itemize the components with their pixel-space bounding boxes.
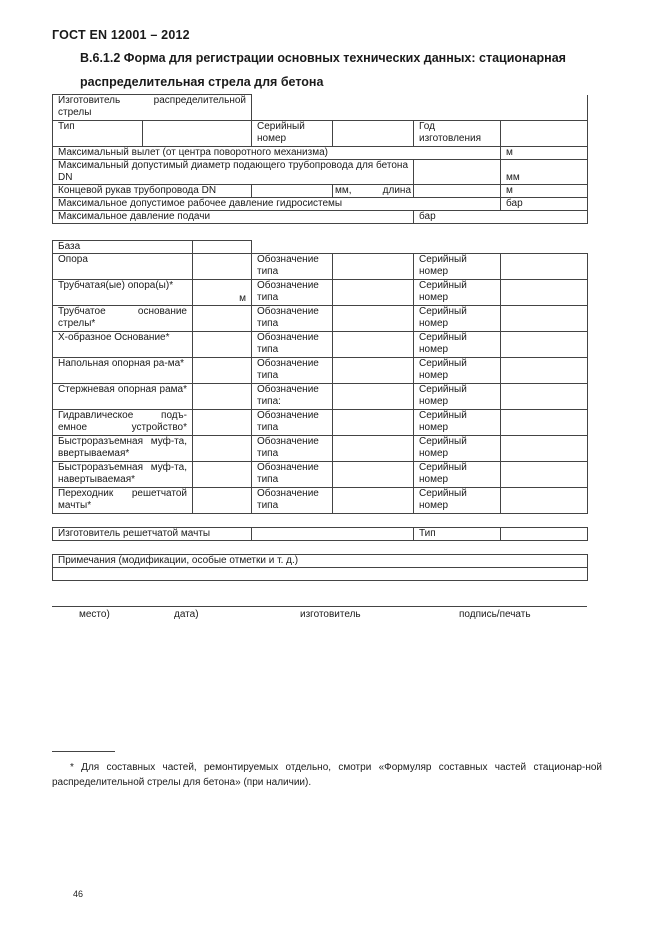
serial-number-value[interactable]	[333, 121, 414, 147]
serial-number-value[interactable]	[501, 280, 588, 306]
footnote-divider	[52, 751, 115, 752]
type-designation-label: Обозначение типа	[252, 462, 333, 488]
serial-number-label: Серийный номер	[414, 436, 501, 462]
base-row-label: Х-образное Основание*	[53, 332, 193, 358]
end-hose-dn-value[interactable]	[252, 185, 333, 198]
serial-number-value[interactable]	[501, 436, 588, 462]
serial-number-value[interactable]	[501, 462, 588, 488]
base-row-value[interactable]	[193, 384, 252, 410]
type-designation-label: Обозначение типа	[252, 332, 333, 358]
type-designation-value[interactable]	[333, 254, 414, 280]
end-hose-length-label: длина	[382, 185, 412, 196]
mast-manufacturer-label: Изготовитель решетчатой мачты	[53, 528, 252, 541]
serial-number-label: Серийный номер	[414, 358, 501, 384]
mast-manufacturer-value[interactable]	[252, 528, 414, 541]
type-designation-label: Обозначение типа	[252, 436, 333, 462]
serial-number-value[interactable]	[501, 358, 588, 384]
base-value[interactable]	[193, 241, 252, 254]
mast-manufacturer-table	[52, 527, 588, 541]
type-designation-label: Обозначение типа	[252, 306, 333, 332]
notes-value[interactable]	[53, 568, 588, 581]
type-value[interactable]	[143, 121, 252, 147]
max-reach-label: Максимальный вылет (от центра поворотного механизма)	[53, 147, 501, 160]
main-data-table	[52, 94, 588, 224]
type-designation-label: Обозначение типа	[252, 280, 333, 306]
type-designation-label: Обозначение типа	[252, 488, 333, 514]
serial-number-label: Серийный номер	[414, 254, 501, 280]
signature-line	[52, 606, 587, 620]
base-row-label: Трубчатая(ые) опора(ы)*	[53, 280, 193, 306]
serial-number-value[interactable]	[501, 410, 588, 436]
base-row-value[interactable]	[193, 332, 252, 358]
serial-number-label: Серийный номер	[414, 384, 501, 410]
footnote: * Для составных частей, ремонтируемых отдельно, смотри «Формуляр составных частей стационар-ной распределительной стрелы для бетона» (при наличии).	[52, 762, 602, 788]
mast-type-value[interactable]	[501, 528, 588, 541]
serial-number-label: Серийный номер	[414, 410, 501, 436]
signer-label: изготовитель	[300, 609, 361, 620]
base-row-label: Напольная опорная ра-ма*	[53, 358, 193, 384]
serial-number-label: Серийный номер	[414, 280, 501, 306]
serial-number-value[interactable]	[501, 384, 588, 410]
standard-header: ГОСТ EN 12001 – 2012	[52, 28, 190, 42]
type-designation-label: Обозначение типа	[252, 254, 333, 280]
type-designation-label: Обозначение типа	[252, 410, 333, 436]
base-row-label: Гидравлическое подъ-емное устройство*	[53, 410, 193, 436]
base-row-value[interactable]	[193, 410, 252, 436]
base-row-label: Стержневая опорная рама*	[53, 384, 193, 410]
type-designation-value[interactable]	[333, 332, 414, 358]
page-number: 46	[73, 889, 84, 899]
boom-manufacturer-value-end[interactable]	[501, 95, 588, 121]
base-row-value[interactable]	[193, 488, 252, 514]
type-label: Тип	[53, 121, 143, 147]
place-label: место)	[79, 609, 110, 620]
type-designation-value[interactable]	[333, 436, 414, 462]
sign-stamp-label: подпись/печать	[459, 609, 531, 620]
base-row-label: Быстроразъемная муф-та, ввертываемая*	[53, 436, 193, 462]
type-designation-value[interactable]	[333, 280, 414, 306]
serial-number-value[interactable]	[501, 332, 588, 358]
end-hose-m-unit: м	[501, 185, 588, 198]
serial-number-label: Серийный номер	[414, 462, 501, 488]
end-hose-label: Концевой рукав трубопровода DN	[53, 185, 252, 198]
type-designation-value[interactable]	[333, 488, 414, 514]
serial-number-label: Серийный номер	[414, 306, 501, 332]
max-hydraulic-pressure-label: Максимальное допустимое рабочее давление гидросистемы	[53, 198, 501, 211]
serial-number-label: Серийный номер	[414, 488, 501, 514]
serial-number-label: Серийный номер	[414, 332, 501, 358]
max-hydraulic-pressure-unit[interactable]: бар	[501, 198, 588, 211]
max-pipe-diameter-label: Максимальный допустимый диаметр подающего трубопровода для бетона DN	[53, 160, 414, 185]
end-hose-length-value[interactable]	[414, 185, 501, 198]
serial-number-value[interactable]	[501, 254, 588, 280]
notes-label: Примечания (модификации, особые отметки и т. д.)	[53, 555, 588, 568]
base-row-value[interactable]	[193, 254, 252, 280]
base-row-value[interactable]	[193, 436, 252, 462]
serial-number-value[interactable]	[501, 488, 588, 514]
type-designation-value[interactable]	[333, 462, 414, 488]
max-pipe-diameter-value[interactable]	[414, 160, 501, 185]
base-row-label: Опора	[53, 254, 193, 280]
base-row-label: Трубчатое основание стрелы*	[53, 306, 193, 332]
base-row-label: Быстроразъемная муф-та, навертываемая*	[53, 462, 193, 488]
base-row-value[interactable]	[193, 358, 252, 384]
max-pipe-diameter-unit: мм	[501, 160, 588, 185]
serial-number-value[interactable]	[501, 306, 588, 332]
notes-table	[52, 554, 588, 581]
max-feed-pressure-label: Максимальное давление подачи	[53, 211, 414, 224]
type-designation-value[interactable]	[333, 384, 414, 410]
section-title: В.6.1.2 Форма для регистрации основных технических данных: стационарная распределительная стрела для бетона	[80, 51, 566, 89]
base-row-m-unit[interactable]: м	[193, 280, 252, 306]
boom-manufacturer-label: Изготовитель распределительной стрелы	[53, 95, 252, 121]
base-row-label: Переходник решетчатой мачты*	[53, 488, 193, 514]
base-label: База	[53, 241, 193, 254]
year-value[interactable]	[501, 121, 588, 147]
serial-number-label: Серийный номер	[252, 121, 333, 147]
type-designation-label: Обозначение типа	[252, 358, 333, 384]
mast-type-label: Тип	[414, 528, 501, 541]
base-row-value[interactable]	[193, 306, 252, 332]
base-components-table	[52, 240, 588, 514]
date-label: дата)	[174, 609, 199, 620]
boom-manufacturer-value[interactable]	[252, 95, 501, 121]
type-designation-value[interactable]	[333, 410, 414, 436]
type-designation-value[interactable]	[333, 306, 414, 332]
max-reach-unit[interactable]: м	[501, 147, 588, 160]
max-feed-pressure-unit[interactable]: бар	[414, 211, 588, 224]
base-row-value[interactable]	[193, 462, 252, 488]
year-label: Год изготовления	[414, 121, 501, 147]
end-hose-mm-unit: мм,	[335, 185, 352, 196]
type-designation-label: Обозначение типа:	[252, 384, 333, 410]
type-designation-value[interactable]	[333, 358, 414, 384]
